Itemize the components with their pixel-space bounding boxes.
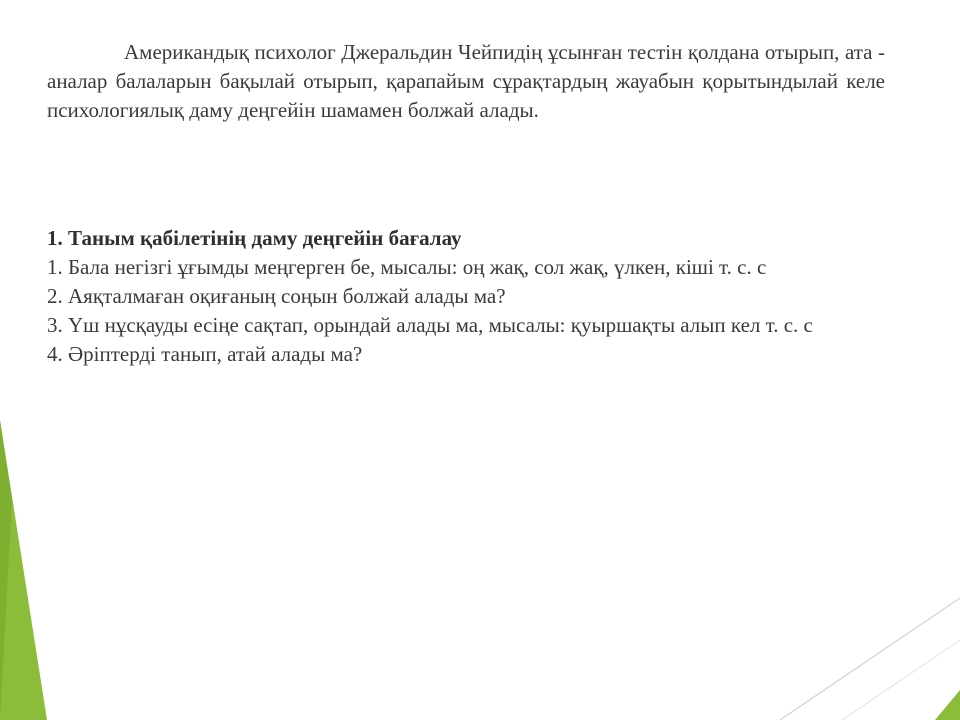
diagonal-line-2: [842, 640, 960, 720]
left-green-triangle: [0, 420, 47, 720]
question-item-2: 2. Аяқталмаған оқиғаның соңын болжай алады ма?: [47, 284, 506, 308]
section-heading: 1. Таным қабілетінің даму деңгейін бағалау: [47, 226, 462, 250]
question-item-4: 4. Әріптерді танып, атай алады ма?: [47, 342, 363, 366]
question-list: [47, 253, 907, 369]
assessment-section: [47, 224, 907, 369]
left-green-triangle-shade: [0, 420, 12, 720]
question-item-1: 1. Бала негізгі ұғымды меңгерген бе, мысалы: оң жақ, сол жақ, үлкен, кіші т. с. с: [47, 255, 767, 279]
question-item-3: 3. Үш нұсқауды есіңе сақтап, орындай алады ма, мысалы: қуыршақты алып кел т. с. с: [47, 313, 813, 337]
corner-green-triangle: [935, 690, 960, 720]
diagonal-line-1: [780, 598, 960, 720]
intro-paragraph: Американдық психолог Джеральдин Чейпидің ұсынған тестін қолдана отырып, ата - аналар балаларын бақылай отырып, қарапайым сұрақтардың жауабын қорытындылай келе психологиялық даму деңгейін шамамен болжай алады.: [47, 40, 885, 122]
